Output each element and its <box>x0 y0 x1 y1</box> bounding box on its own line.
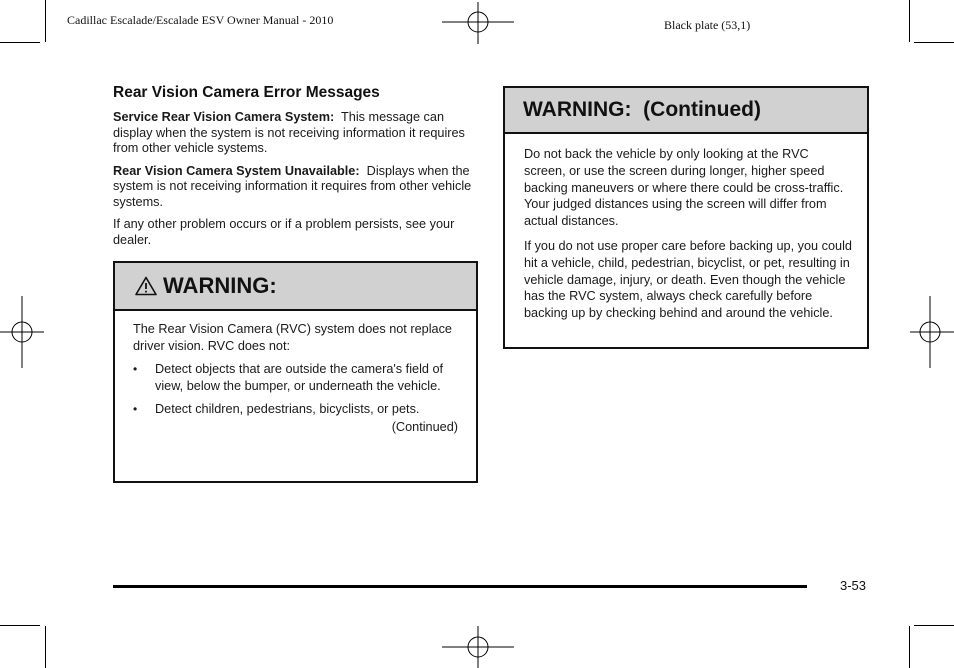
registration-mark-right <box>910 296 954 368</box>
bullet-marker: • <box>133 402 138 416</box>
manual-title: Cadillac Escalade/Escalade ESV Owner Manual - 2010 <box>67 13 334 27</box>
registration-mark-bottom <box>442 624 514 668</box>
list-item <box>133 361 458 395</box>
warning-title: WARNING: <box>163 273 277 298</box>
footer-rule <box>113 585 807 588</box>
warning-body <box>115 311 476 436</box>
warning-continued-header <box>505 88 867 134</box>
bullet-text: Detect children, pedestrians, bicyclists, or pets. <box>155 402 420 416</box>
left-column <box>113 84 479 255</box>
warning-continued-title: WARNING: (Continued) <box>523 98 761 121</box>
plate-label: Black plate (53,1) <box>664 18 751 32</box>
continued-label: (Continued) <box>391 420 458 434</box>
warning-continued-paragraph: Do not back the vehicle by only looking at the RVC screen, or use the screen during longer, higher speed backing maneuvers or where there could be cross-traffic. Your judged distances using the screen will differ from actual distances. <box>524 147 844 229</box>
paragraph-rvc-unavailable <box>113 164 479 211</box>
warning-continued-box <box>503 86 869 349</box>
warning-continued-body <box>505 134 867 322</box>
warning-intro: The Rear Vision Camera (RVC) system does not replace driver vision. RVC does not: <box>133 322 452 353</box>
section-title: Rear Vision Camera Error Messages <box>113 84 380 101</box>
bullet-marker: • <box>133 362 138 376</box>
warning-triangle-icon <box>135 276 157 296</box>
paragraph-service-rvc <box>113 110 479 157</box>
paragraph-see-dealer <box>113 217 479 248</box>
warning-header <box>115 263 476 311</box>
list-item <box>133 401 458 418</box>
see-dealer-text: If any other problem occurs or if a problem persists, see your dealer. <box>113 217 455 247</box>
definition-service-rvc: This message can display when the system is not receiving information it requires from other vehicle systems. <box>113 110 465 155</box>
bullet-text: Detect objects that are outside the camera's field of view, below the bumper, or underneath the vehicle. <box>155 362 444 393</box>
registration-mark-left <box>0 296 44 368</box>
term-rvc-unavailable: Rear Vision Camera System Unavailable: <box>113 163 360 178</box>
warning-box <box>113 261 478 483</box>
page-number: 3-53 <box>840 578 867 593</box>
definition-rvc-unavailable: Displays when the system is not receiving information it requires from other vehicle systems. <box>113 163 472 209</box>
warning-continued-paragraph: If you do not use proper care before backing up, you could hit a vehicle, child, pedestrian, bicyclist, or pet, resulting in vehicle damage, injury, or death. Even though the vehicle has the RVC system, always check carefully before backing up by checking behind and around the vehicle. <box>524 238 852 321</box>
term-service-rvc: Service Rear Vision Camera System: <box>113 110 335 124</box>
registration-mark-top <box>442 2 514 46</box>
